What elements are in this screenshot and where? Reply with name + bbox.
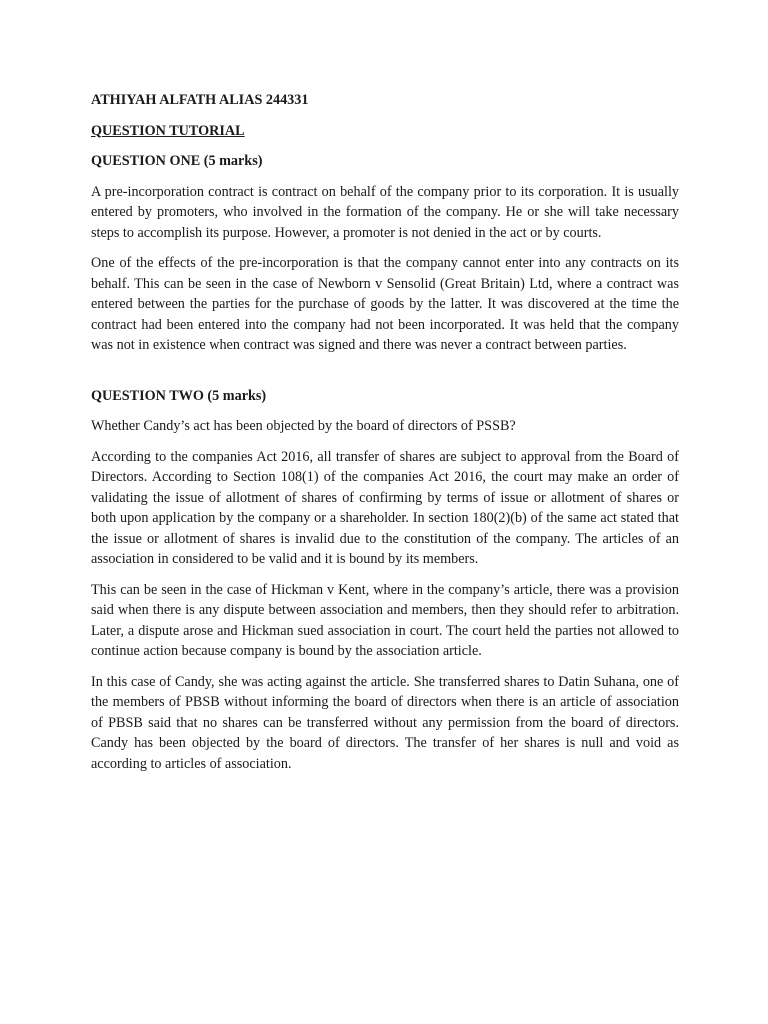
question-two-prompt: Whether Candy’s act has been objected by the board of directors of PSSB? bbox=[91, 418, 516, 434]
question-one-paragraph-1: A pre-incorporation contract is contract on behalf of the company prior to its corporation. It is usually entered by promoters, who involved in the formation of the company. He or she will take necessary steps to accomplish its purpose. However, a promoter is not denied in the act or by courts. bbox=[91, 183, 679, 241]
question-two-heading: QUESTION TWO (5 marks) bbox=[91, 387, 267, 404]
question-one-heading: QUESTION ONE (5 marks) bbox=[91, 153, 263, 169]
question-two-paragraph-3: In this case of Candy, she was acting against the article. She transferred shares to Datin Suhana, one of the members of PBSB without informing the board of directors when there is an article of association of PBSB said that no shares can be transferred without any permission from the board of directors. Candy has been objected by the board of directors. The transfer of her shares is null and void as according to articles of association. bbox=[91, 673, 679, 772]
section-spacer bbox=[91, 366, 679, 386]
author-line: ATHIYAH ALFATH ALIAS 244331 bbox=[91, 92, 309, 108]
question-one-paragraph-2: One of the effects of the pre-incorporation is that the company cannot enter into any contracts on its behalf. This can be seen in the case of Newborn v Sensolid (Great Britain) Ltd, where a contract was entered between the parties for the purchase of goods by the latter. It was discovered at the time the contract had been entered into the company had not been incorporated. It was held that the company was not in existence when contract was signed and there was never a contract between parties. bbox=[91, 255, 679, 353]
question-two-paragraph-1: According to the companies Act 2016, all transfer of shares are subject to approval from the Board of Directors. According to Section 108(1) of the companies Act 2016, the court may make an order of validating the issue of allotment of shares of confirming by terms of issue or allotment of shares or both upon application by the company or a shareholder. In section 180(2)(b) of the same act stated that the issue or allotment of shares is invalid due to the constitution of the company. The articles of an association in considered to be valid and it is bound by its members. bbox=[91, 448, 679, 567]
document-page bbox=[91, 90, 679, 784]
question-two-paragraph-2: This can be seen in the case of Hickman v Kent, where in the company’s article, there was a provision said when there is any dispute between association and members, then they should refer to arbitration. Later, a dispute arose and Hickman sued association in court. The court held the parties not allowed to continue action because company is bound by the association article. bbox=[91, 581, 679, 659]
tutorial-title: QUESTION TUTORIAL bbox=[91, 122, 245, 139]
